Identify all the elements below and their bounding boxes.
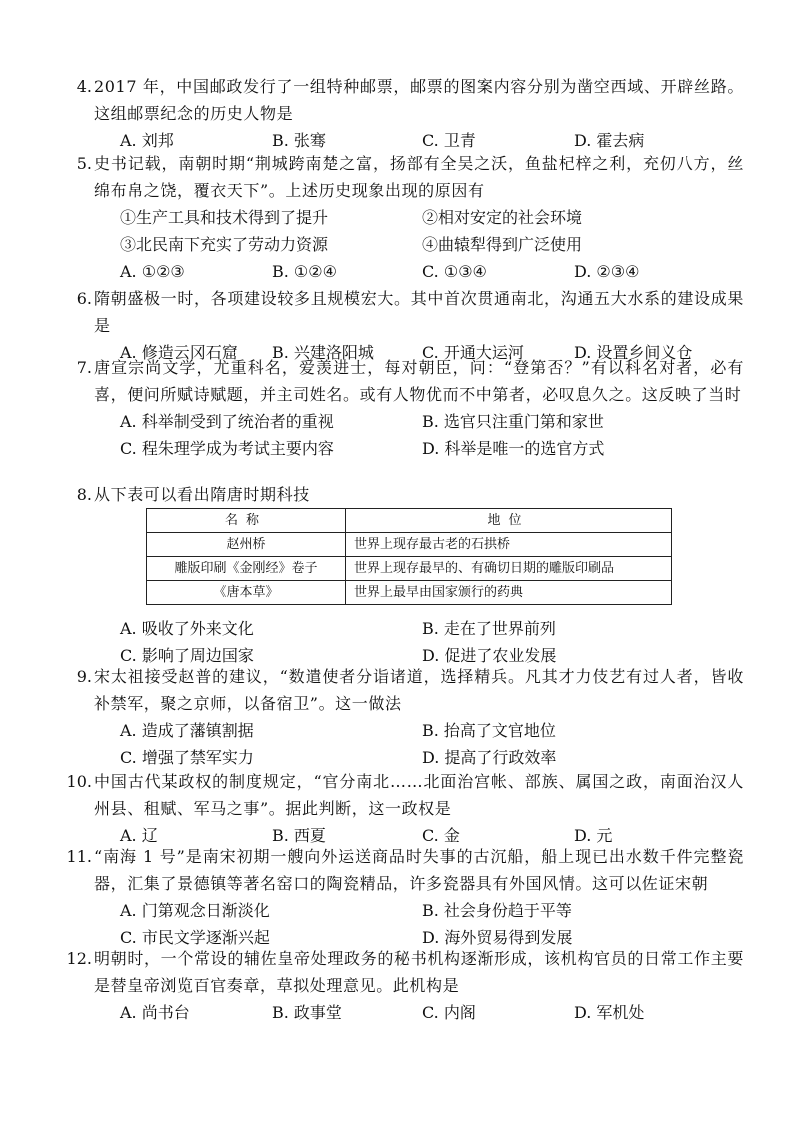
question-7	[76, 354, 744, 462]
option-d[interactable]: D. 军机处	[574, 1003, 645, 1022]
option-b[interactable]: B. 西夏	[272, 826, 326, 845]
option-a[interactable]: A. 修造云冈石窟	[120, 343, 238, 362]
option-c[interactable]: C. 内阁	[422, 1003, 476, 1022]
option-a[interactable]: A. 门第观念日渐淡化	[120, 901, 270, 920]
question-number: 9.	[76, 667, 92, 686]
table-cell: 雕版印刷《金刚经》卷子	[147, 557, 346, 581]
option-c[interactable]: C. 程朱理学成为考试主要内容	[120, 439, 334, 458]
option-b[interactable]: B. 张骞	[272, 131, 326, 150]
question-number: 12.	[66, 949, 92, 968]
options-row	[94, 717, 744, 744]
option-a[interactable]: A. 造成了藩镇割据	[120, 721, 254, 740]
table-header: 地位	[346, 509, 672, 533]
table-cell: 世界上现存最早的、有确切日期的雕版印刷品	[346, 557, 672, 581]
question-stem: 从下表可以看出隋唐时期科技	[94, 485, 310, 504]
option-c[interactable]: C. 市民文学逐渐兴起	[120, 928, 270, 947]
option-c[interactable]: C. 卫青	[422, 131, 476, 150]
table-row	[147, 581, 672, 605]
statement-1: ①生产工具和技术得到了提升	[120, 208, 329, 227]
question-stem: 隋朝盛极一时，各项建设较多且规模宏大。其中首次贯通南北，沟通五大水系的建设成果是	[94, 289, 744, 335]
question-number: 11.	[66, 847, 92, 866]
options-row	[94, 435, 744, 462]
option-b[interactable]: B. 政事堂	[272, 1003, 342, 1022]
option-c[interactable]: C. ①③④	[422, 262, 487, 281]
table-cell: 《唐本草》	[147, 581, 346, 605]
statement-2: ②相对安定的社会环境	[422, 208, 583, 227]
table-cell: 赵州桥	[147, 533, 346, 557]
option-d[interactable]: D. 促进了农业发展	[422, 646, 557, 665]
table-cell: 世界上现存最古老的石拱桥	[346, 533, 672, 557]
question-stem: 中国古代某政权的制度规定，“官分南北……北面治宫帐、部族、属国之政，南面治汉人州县、租赋、军马之事”。据此判断，这一政权是	[94, 772, 744, 818]
option-a[interactable]: A. 刘邦	[120, 131, 174, 150]
options-row	[94, 615, 744, 642]
question-5	[76, 150, 744, 285]
question-11	[66, 843, 744, 951]
option-d[interactable]: D. 海外贸易得到发展	[422, 928, 573, 947]
option-b[interactable]: B. ①②④	[272, 262, 337, 281]
option-a[interactable]: A. 辽	[120, 826, 158, 845]
option-d[interactable]: D. ②③④	[574, 262, 640, 281]
option-a[interactable]: A. 吸收了外来文化	[120, 619, 254, 638]
question-number: 10.	[66, 772, 92, 791]
table-row	[147, 533, 672, 557]
question-number: 4.	[76, 77, 92, 96]
table-row	[147, 557, 672, 581]
statement-row	[94, 231, 744, 258]
option-d[interactable]: D. 提高了行政效率	[422, 748, 557, 767]
option-d[interactable]: D. 科举是唯一的选官方式	[422, 439, 605, 458]
option-a[interactable]: A. ①②③	[120, 262, 185, 281]
question-stem: “南海 1 号”是南宋初期一艘向外运送商品时失事的古沉船，船上现已出水数千件完整瓷器，汇集了景德镇等著名窑口的陶瓷精品，许多瓷器具有外国风情。这可以佐证宋朝	[94, 847, 744, 893]
option-b[interactable]: B. 社会身份趋于平等	[422, 901, 572, 920]
table-cell: 世界上最早由国家颁行的药典	[346, 581, 672, 605]
question-number: 8.	[76, 485, 92, 504]
options-row	[94, 408, 744, 435]
question-8-options	[94, 615, 744, 669]
options-row	[94, 258, 744, 285]
question-number: 7.	[76, 358, 92, 377]
question-stem: 2017 年，中国邮政发行了一组特种邮票，邮票的图案内容分别为凿空西域、开辟丝路。这组邮票纪念的历史人物是	[94, 77, 744, 123]
option-c[interactable]: C. 增强了禁军实力	[120, 748, 254, 767]
options-row	[94, 744, 744, 771]
question-4	[76, 73, 744, 154]
question-12	[66, 945, 744, 1026]
tech-table	[146, 508, 672, 605]
question-stem: 宋太祖接受赵普的建议，“数遣使者分诣诸道，选择精兵。凡其才力伎艺有过人者，皆收补禁军，聚之京师，以备宿卫”。这一做法	[94, 667, 744, 713]
option-d[interactable]: D. 元	[574, 826, 613, 845]
question-9	[76, 663, 744, 771]
question-10	[66, 768, 744, 849]
option-b[interactable]: B. 走在了世界前列	[422, 619, 556, 638]
option-b[interactable]: B. 选官只注重门第和家世	[422, 412, 604, 431]
options-row	[94, 897, 744, 924]
option-a[interactable]: A. 尚书台	[120, 1003, 190, 1022]
option-c[interactable]: C. 金	[422, 826, 460, 845]
option-c[interactable]: C. 影响了周边国家	[120, 646, 254, 665]
question-stem: 唐宣宗尚文学，尤重科名，爱羡进士，每对朝臣，问：“登第否？”有以科名对者，必有喜，便问所赋诗赋题，并主司姓名。或有人物优而不中第者，必叹息久之。这反映了当时	[94, 358, 744, 404]
option-b[interactable]: B. 抬高了文官地位	[422, 721, 556, 740]
statement-4: ④曲辕犁得到广泛使用	[422, 235, 583, 254]
table-header: 名称	[147, 509, 346, 533]
option-a[interactable]: A. 科举制受到了统治者的重视	[120, 412, 334, 431]
question-number: 6.	[76, 289, 92, 308]
question-stem: 明朝时，一个常设的辅佐皇帝处理政务的秘书机构逐渐形成，该机构官员的日常工作主要是替皇帝浏览百官奏章，草拟处理意见。此机构是	[94, 949, 744, 995]
option-d[interactable]: D. 霍去病	[574, 131, 645, 150]
statement-3: ③北民南下充实了劳动力资源	[120, 235, 329, 254]
option-c[interactable]: C. 开通大运河	[422, 343, 524, 362]
statement-row	[94, 204, 744, 231]
option-d[interactable]: D. 设置乡间义仓	[574, 343, 693, 362]
question-stem: 史书记载，南朝时期“荆城跨南楚之富，扬部有全吴之沃，鱼盐杞梓之利，充仞八方，丝绵布帛之饶，覆衣天下”。上述历史现象出现的原因有	[94, 154, 744, 200]
question-number: 5.	[76, 154, 92, 173]
table-header-row	[147, 509, 672, 533]
options-row	[94, 999, 744, 1026]
question-8	[76, 481, 744, 508]
option-b[interactable]: B. 兴建洛阳城	[272, 343, 374, 362]
